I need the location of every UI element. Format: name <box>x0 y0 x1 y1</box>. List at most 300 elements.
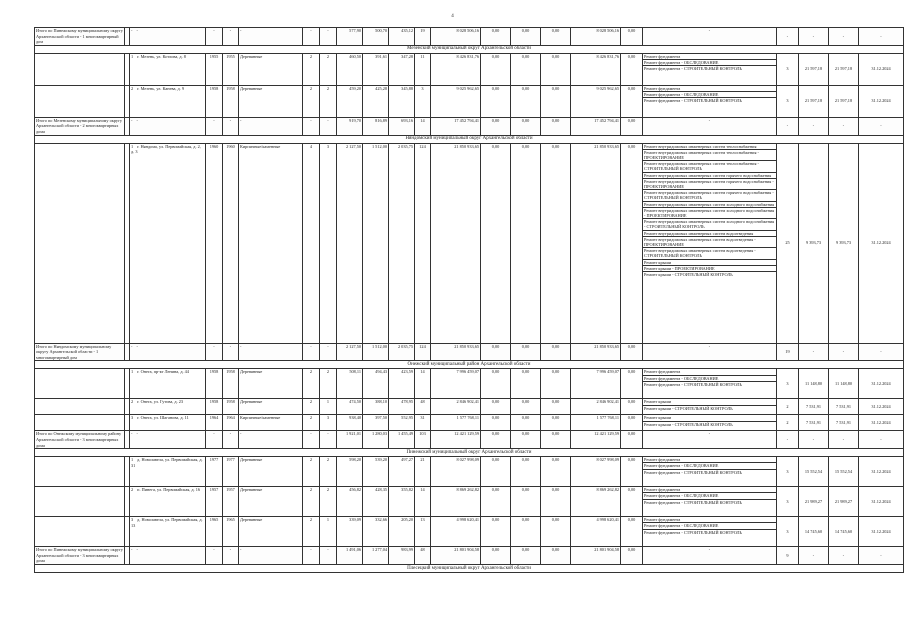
work-item: Ремонт фундамента - ОБСЛЕДОВАНИЕ <box>643 60 776 66</box>
fund-owners: 7 996 459,07 <box>571 369 621 399</box>
cost-limit: 7 531,91 <box>799 415 829 431</box>
repair-year: 1957 <box>223 487 239 517</box>
work-item: Ремонт фундамента - ОБСЛЕДОВАНИЕ <box>643 92 776 98</box>
residents-count: 21 <box>415 457 431 487</box>
cost-limit: 14 745,60 <box>799 517 829 547</box>
work-item: Ремонт фундамента - СТРОИТЕЛЬНЫЙ КОНТРОЛЬ <box>644 499 742 505</box>
fund-other: 0,00 <box>621 457 643 487</box>
unit-cost: 21 597,18 <box>829 53 859 85</box>
unit-cost: - <box>829 431 859 449</box>
owned-area: 345,88 <box>389 85 415 117</box>
unit-cost: - <box>829 28 859 46</box>
work-item: Ремонт внутридомовых инженерных систем теплоснабжения <box>643 144 776 150</box>
entrances-count: - <box>320 117 337 135</box>
works-list <box>643 431 777 449</box>
living-area: 1 277,04 <box>363 547 389 565</box>
fund-municipal: 0,00 <box>541 143 571 343</box>
cost-limit: 21 989,27 <box>799 487 829 517</box>
label-cell <box>35 415 125 431</box>
wall-material: Кирпичные/каменные <box>239 415 303 431</box>
house-address: г. Онега, пр-кт Ленина, д. 44 <box>137 369 189 375</box>
residents-count: 14 <box>415 369 431 399</box>
works-list <box>643 399 777 415</box>
house-row <box>35 457 904 487</box>
living-area: 391,61 <box>363 53 389 85</box>
fund-federal: 0,00 <box>481 431 511 449</box>
fund-owners: 4 998 620,41 <box>571 517 621 547</box>
fund-owners: 21 801 904,58 <box>571 547 621 565</box>
completion-date: - <box>859 28 904 46</box>
owned-area: 1 455,49 <box>389 431 415 449</box>
floors-count: - <box>303 431 320 449</box>
work-item: - <box>708 343 711 349</box>
work-item: Ремонт фундамента <box>643 54 776 60</box>
owned-area: 693,16 <box>389 117 415 135</box>
row-number: - <box>131 431 133 437</box>
address-cell <box>130 487 206 517</box>
cost-limit: 15 552,54 <box>799 457 829 487</box>
house-row <box>35 85 904 117</box>
work-item: Ремонт крыши <box>643 260 776 266</box>
section-title: Пинежский муниципальный округ Архангельской области <box>35 449 904 457</box>
fund-regional: 0,00 <box>511 415 541 431</box>
house-row <box>35 399 904 415</box>
subtotal-row <box>35 547 904 565</box>
work-item: Ремонт фундамента - СТРОИТЕЛЬНЫЙ КОНТРОЛЬ <box>644 66 742 72</box>
total-area: 2 127,50 <box>337 343 363 361</box>
section-header-row <box>35 45 904 53</box>
commission-year: 1958 <box>206 399 223 415</box>
wall-material: Деревянные <box>239 53 303 85</box>
living-area: 1 280,03 <box>363 431 389 449</box>
commission-year: - <box>206 343 223 361</box>
residents-count: 31 <box>415 415 431 431</box>
unit-count: - <box>777 28 799 46</box>
capital-repair-register-table <box>34 27 904 573</box>
unit-cost: - <box>829 343 859 361</box>
living-area: 425,28 <box>363 85 389 117</box>
work-item: - <box>708 28 711 33</box>
work-item: Ремонт внутридомовых инженерных систем холодного водоснабжения - ПРОЕКТИРОВАНИЕ <box>644 207 775 218</box>
wall-material: - <box>239 28 303 46</box>
fund-municipal: 0,00 <box>541 117 571 135</box>
wall-material: Деревянные <box>239 399 303 415</box>
section-title: Няндомский муниципальный округ Архангельской области <box>35 135 904 143</box>
entrances-count: 2 <box>320 85 337 117</box>
commission-year: 1960 <box>206 143 223 343</box>
work-item: Ремонт внутридомовых инженерных систем горячего водоснабжения - СТРОИТЕЛЬНЫЙ КОНТРОЛЬ <box>643 190 776 201</box>
commission-year: - <box>206 117 223 135</box>
unit-cost: 9 393,73 <box>829 143 859 343</box>
address-cell <box>130 85 206 117</box>
wall-material: Деревянные <box>239 517 303 547</box>
unit-cost: - <box>829 117 859 135</box>
fund-federal: 0,00 <box>481 369 511 399</box>
label-cell <box>35 517 125 547</box>
owned-area: 435,12 <box>389 28 415 46</box>
fund-federal: 0,00 <box>481 343 511 361</box>
house-address: п. Пинега, ул. Первомайская, д. 16 <box>137 487 200 493</box>
section-title: Онежский муниципальный район Архангельской области <box>35 361 904 369</box>
fund-municipal: 0,00 <box>541 399 571 415</box>
unit-count: 3 <box>777 53 799 85</box>
living-area: 388,10 <box>363 399 389 415</box>
label-cell <box>35 143 125 343</box>
commission-year: - <box>206 431 223 449</box>
entrances-count: 2 <box>320 369 337 399</box>
fund-municipal: 0,00 <box>541 53 571 85</box>
fund-other: 0,00 <box>621 399 643 415</box>
label-cell <box>35 457 125 487</box>
owned-area: 355,82 <box>389 487 415 517</box>
floors-count: 2 <box>303 517 320 547</box>
address-cell <box>130 117 206 135</box>
living-area: 494,43 <box>363 369 389 399</box>
floors-count: 2 <box>303 457 320 487</box>
address-cell <box>130 343 206 361</box>
owned-area: 478,95 <box>389 399 415 415</box>
unit-count: 25 <box>777 143 799 343</box>
fund-regional: 0,00 <box>511 487 541 517</box>
works-list <box>643 53 777 85</box>
work-item: Ремонт внутридомовых инженерных систем теплоснабжения - СТРОИТЕЛЬНЫЙ КОНТРОЛЬ <box>643 161 776 172</box>
work-item: Ремонт внутридомовых инженерных систем холодного водоснабжения <box>644 201 775 207</box>
fund-other: 0,00 <box>621 547 643 565</box>
work-item: Ремонт фундамента <box>643 457 776 463</box>
residents-count: 14 <box>415 487 431 517</box>
completion-date: 31.12.2024 <box>859 399 904 415</box>
total-cost: 9 025 962,65 <box>431 85 481 117</box>
total-area: 1 921,01 <box>337 431 363 449</box>
entrances-count: - <box>320 28 337 46</box>
entrances-count: - <box>320 547 337 565</box>
subtotal-label: Итого по Мезенскому муниципальному округу Архангельской области - 2 многоквартирных дома <box>35 117 125 135</box>
address-cell <box>130 143 206 343</box>
work-item: Ремонт внутридомовых инженерных систем холодного водоснабжения - СТРОИТЕЛЬНЫЙ КОНТРОЛЬ <box>644 219 775 230</box>
address-cell <box>130 547 206 565</box>
completion-date: - <box>859 547 904 565</box>
fund-owners: 8 869 262,82 <box>571 487 621 517</box>
living-area: 1 512,00 <box>363 343 389 361</box>
row-number: 2 <box>131 85 134 91</box>
total-area: 508,11 <box>337 369 363 399</box>
owned-area: 347,28 <box>389 53 415 85</box>
house-address: г. Няндома, ул. Первомайская, д. 2, д. 3 <box>131 143 201 155</box>
entrances-count: 2 <box>320 457 337 487</box>
work-item: Ремонт внутридомовых инженерных систем горячего водоснабжения - ПРОЕКТИРОВАНИЕ <box>643 179 776 190</box>
floors-count: 4 <box>303 143 320 343</box>
section-title: Плесецкий муниципальный округ Архангельской области <box>35 564 904 572</box>
fund-municipal: 0,00 <box>541 415 571 431</box>
fund-regional: 0,00 <box>511 85 541 117</box>
fund-federal: 0,00 <box>481 399 511 415</box>
unit-count: 3 <box>777 517 799 547</box>
work-item: Ремонт внутридомовых инженерных систем водоотведения - СТРОИТЕЛЬНЫЙ КОНТРОЛЬ <box>643 248 776 259</box>
wall-material: Кирпичные/каменные <box>239 143 303 343</box>
total-cost: 8 028 506,16 <box>431 28 481 46</box>
row-number: 3 <box>131 517 134 523</box>
fund-owners: 9 025 962,65 <box>571 85 621 117</box>
fund-federal: 0,00 <box>481 487 511 517</box>
completion-date: 31.12.2024 <box>859 85 904 117</box>
total-area: 2 127,50 <box>337 143 363 343</box>
row-number: 2 <box>131 399 134 405</box>
works-list <box>643 85 777 117</box>
residents-count: 103 <box>415 431 431 449</box>
completion-date: 31.12.2024 <box>859 517 904 547</box>
fund-other: 0,00 <box>621 487 643 517</box>
row-number: 1 <box>131 53 134 59</box>
total-cost: 8 869 262,82 <box>431 487 481 517</box>
work-item: Ремонт фундамента - СТРОИТЕЛЬНЫЙ КОНТРОЛЬ <box>644 381 742 387</box>
total-area: 577,90 <box>337 28 363 46</box>
unit-count: 9 <box>777 547 799 565</box>
fund-municipal: 0,00 <box>541 369 571 399</box>
work-item: Ремонт фундамента - ОБСЛЕДОВАНИЕ <box>643 463 776 469</box>
repair-year: 1964 <box>223 415 239 431</box>
residents-count: 48 <box>415 399 431 415</box>
entrances-count: 1 <box>320 517 337 547</box>
repair-year: - <box>223 117 239 135</box>
house-address: г. Онега, ул. Шаганова, д. 11 <box>137 415 189 421</box>
works-list <box>643 143 777 343</box>
repair-year: 1977 <box>223 457 239 487</box>
unit-count: 3 <box>777 85 799 117</box>
total-cost: 21 801 904,58 <box>431 547 481 565</box>
unit-cost: 7 531,91 <box>829 415 859 431</box>
address-cell <box>130 431 206 449</box>
fund-regional: 0,00 <box>511 53 541 85</box>
completion-date: 31.12.2024 <box>859 143 904 343</box>
address-cell <box>130 28 206 46</box>
commission-year: 1957 <box>206 487 223 517</box>
fund-owners: 2 846 902,41 <box>571 399 621 415</box>
fund-municipal: 0,00 <box>541 487 571 517</box>
house-row <box>35 53 904 85</box>
section-header-row <box>35 135 904 143</box>
fund-owners: 8 027 998,09 <box>571 457 621 487</box>
fund-federal: 0,00 <box>481 547 511 565</box>
work-item: Ремонт фундамента <box>643 369 776 375</box>
total-area: 459,20 <box>337 85 363 117</box>
fund-regional: 0,00 <box>511 343 541 361</box>
work-item: Ремонт фундамента - ОБСЛЕДОВАНИЕ <box>643 493 776 499</box>
house-row <box>35 517 904 547</box>
works-list <box>643 369 777 399</box>
fund-municipal: 0,00 <box>541 431 571 449</box>
unit-count: 2 <box>777 415 799 431</box>
repair-year: - <box>223 343 239 361</box>
work-item: Ремонт фундамента - СТРОИТЕЛЬНЫЙ КОНТРОЛЬ <box>644 529 742 535</box>
owned-area: 2 035,75 <box>389 343 415 361</box>
completion-date: - <box>859 343 904 361</box>
house-row <box>35 369 904 399</box>
fund-federal: 0,00 <box>481 117 511 135</box>
work-item: Ремонт внутридомовых инженерных систем водоотведения - ПРОЕКТИРОВАНИЕ <box>643 237 776 248</box>
total-area: 339,09 <box>337 517 363 547</box>
work-item: Ремонт фундамента - ОБСЛЕДОВАНИЕ <box>643 523 776 529</box>
total-area: 1 491,06 <box>337 547 363 565</box>
fund-federal: 0,00 <box>481 415 511 431</box>
fund-federal: 0,00 <box>481 143 511 343</box>
repair-year: 1960 <box>223 143 239 343</box>
work-item: Ремонт крыши - СТРОИТЕЛЬНЫЙ КОНТРОЛЬ <box>644 421 733 427</box>
total-cost: 12 421 129,59 <box>431 431 481 449</box>
total-cost: 7 996 459,07 <box>431 369 481 399</box>
row-number: 2 <box>131 487 134 493</box>
total-cost: 17 452 794,41 <box>431 117 481 135</box>
subtotal-label: Итого по Онежскому муниципальному району Архангельской области - 3 многоквартирных дома <box>35 431 125 449</box>
owned-area: 552,95 <box>389 415 415 431</box>
row-number: - <box>131 117 133 123</box>
unit-count: - <box>777 117 799 135</box>
residents-count: 48 <box>415 547 431 565</box>
work-item: Ремонт крыши - СТРОИТЕЛЬНЫЙ КОНТРОЛЬ <box>644 272 733 278</box>
works-list <box>643 547 777 565</box>
living-area: 1 512,00 <box>363 143 389 343</box>
fund-other: 0,00 <box>621 143 643 343</box>
row-number: - <box>131 343 133 349</box>
house-row <box>35 415 904 431</box>
fund-municipal: 0,00 <box>541 517 571 547</box>
work-item: Ремонт фундамента - СТРОИТЕЛЬНЫЙ КОНТРОЛЬ <box>644 469 742 475</box>
work-item: Ремонт крыши <box>643 415 776 421</box>
unit-count: 3 <box>777 369 799 399</box>
work-item: Ремонт внутридомовых инженерных систем водоотведения <box>643 231 776 237</box>
fund-federal: 0,00 <box>481 85 511 117</box>
row-number: 1 <box>131 457 134 463</box>
address-cell <box>130 369 206 399</box>
fund-other: 0,00 <box>621 28 643 46</box>
works-list <box>643 517 777 547</box>
commission-year: 1955 <box>206 53 223 85</box>
unit-cost: 11 148,80 <box>829 369 859 399</box>
house-address: - <box>136 547 138 553</box>
work-item: Ремонт фундамента <box>643 487 776 493</box>
total-cost: 1 577 768,11 <box>431 415 481 431</box>
floors-count: - <box>303 343 320 361</box>
fund-other: 0,00 <box>621 85 643 117</box>
unit-count: 2 <box>777 399 799 415</box>
fund-regional: 0,00 <box>511 457 541 487</box>
completion-date: - <box>859 431 904 449</box>
subtotal-row <box>35 431 904 449</box>
label-cell <box>35 399 125 415</box>
living-area: 816,89 <box>363 117 389 135</box>
living-area: 397,50 <box>363 415 389 431</box>
address-cell <box>130 415 206 431</box>
living-area: 332,66 <box>363 517 389 547</box>
residents-count: 13 <box>415 517 431 547</box>
wall-material: - <box>239 343 303 361</box>
fund-other: 0,00 <box>621 369 643 399</box>
fund-owners: 12 421 129,59 <box>571 431 621 449</box>
cost-limit: - <box>799 431 829 449</box>
unit-cost: 15 552,54 <box>829 457 859 487</box>
work-item: Ремонт фундамента <box>643 517 776 523</box>
total-cost: 21 850 933,65 <box>431 343 481 361</box>
fund-owners: 17 452 794,41 <box>571 117 621 135</box>
unit-cost: 14 745,60 <box>829 517 859 547</box>
work-item: Ремонт крыши <box>643 399 776 405</box>
row-number: 1 <box>131 369 134 375</box>
floors-count: - <box>303 117 320 135</box>
cost-limit: 21 597,18 <box>799 53 829 85</box>
floors-count: - <box>303 547 320 565</box>
commission-year: 1958 <box>206 369 223 399</box>
house-address: г. Мезень, ул. Котлова, д. 8 <box>137 53 186 59</box>
owned-area: 423,59 <box>389 369 415 399</box>
house-address: д. Новолавела, ул. Первомайская, д. 13 <box>131 517 203 528</box>
works-list <box>643 117 777 135</box>
section-header-row <box>35 361 904 369</box>
label-cell <box>35 85 125 117</box>
work-item: Ремонт крыши - ПРОЕКТИРОВАНИЕ <box>643 266 776 272</box>
house-address: г. Мезень, ул. Канева, д. 9 <box>137 85 185 91</box>
entrances-count: 1 <box>320 399 337 415</box>
house-address: г. Онега, ул. Гутова, д. 23 <box>137 399 184 405</box>
living-area: 500,70 <box>363 28 389 46</box>
house-row <box>35 487 904 517</box>
fund-federal: 0,00 <box>481 53 511 85</box>
address-cell <box>130 53 206 85</box>
fund-municipal: 0,00 <box>541 343 571 361</box>
total-area: 474,50 <box>337 399 363 415</box>
fund-municipal: 0,00 <box>541 28 571 46</box>
owned-area: 2 035,75 <box>389 143 415 343</box>
completion-date: 31.12.2024 <box>859 457 904 487</box>
total-cost: 8 426 831,76 <box>431 53 481 85</box>
wall-material: Деревянные <box>239 487 303 517</box>
works-list <box>643 457 777 487</box>
fund-owners: 8 028 506,16 <box>571 28 621 46</box>
owned-area: 205,20 <box>389 517 415 547</box>
house-address: - <box>136 28 138 33</box>
fund-owners: 1 577 768,11 <box>571 415 621 431</box>
row-number: - <box>131 28 133 33</box>
work-item: - <box>708 431 711 437</box>
fund-other: 0,00 <box>621 431 643 449</box>
fund-other: 0,00 <box>621 53 643 85</box>
total-area: 456,82 <box>337 487 363 517</box>
fund-owners: 21 850 933,65 <box>571 143 621 343</box>
house-address: - <box>136 343 138 349</box>
residents-count: 3 <box>415 85 431 117</box>
row-number: - <box>131 547 133 553</box>
commission-year: 1964 <box>206 415 223 431</box>
repair-year: 1958 <box>223 369 239 399</box>
completion-date: 31.12.2024 <box>859 415 904 431</box>
total-area: 919,70 <box>337 117 363 135</box>
works-list <box>643 487 777 517</box>
total-cost: 2 846 902,41 <box>431 399 481 415</box>
cost-limit: 7 531,91 <box>799 399 829 415</box>
works-list <box>643 343 777 361</box>
fund-federal: 0,00 <box>481 457 511 487</box>
unit-cost: 21 597,18 <box>829 85 859 117</box>
section-header-row <box>35 564 904 572</box>
commission-year: - <box>206 547 223 565</box>
owned-area: 497,27 <box>389 457 415 487</box>
repair-year: - <box>223 28 239 46</box>
repair-year: - <box>223 547 239 565</box>
repair-year: 1965 <box>223 517 239 547</box>
owned-area: 983,99 <box>389 547 415 565</box>
floors-count: 2 <box>303 487 320 517</box>
work-item: Ремонт крыши - СТРОИТЕЛЬНЫЙ КОНТРОЛЬ <box>644 405 733 411</box>
section-header-row <box>35 449 904 457</box>
cost-limit: - <box>799 28 829 46</box>
